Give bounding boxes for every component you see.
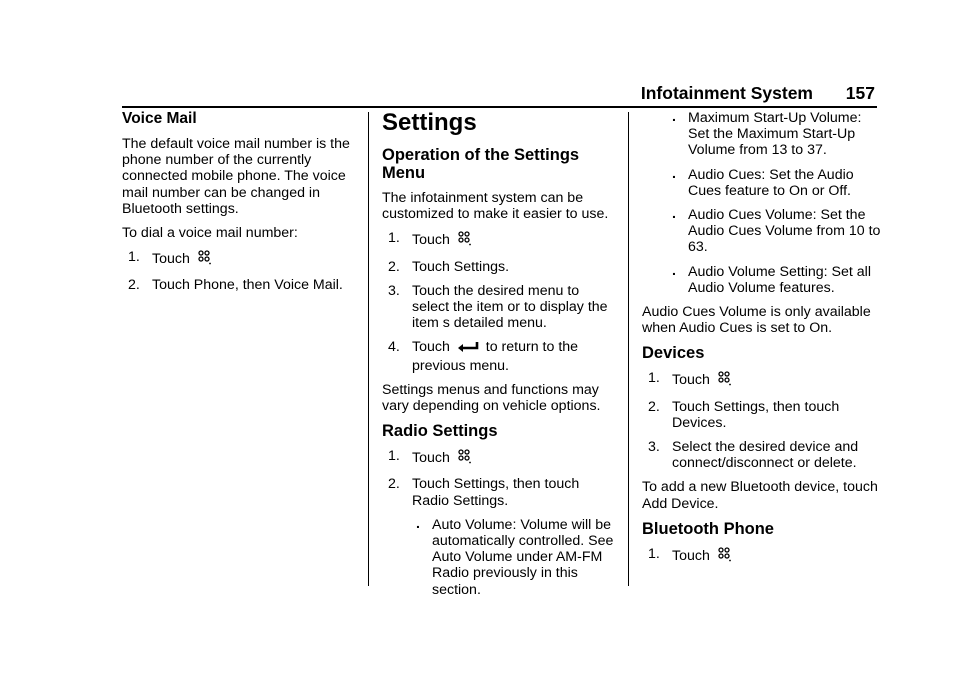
list-item [408,517,620,598]
column-3 [642,110,882,574]
operation-heading: Operation of the Settings Menu [382,146,580,182]
list-item [664,207,882,256]
step-text: Touch Settings, then touch Devices. [672,398,840,431]
bluetooth-phone-heading: Bluetooth Phone [642,519,774,538]
audio-cues-paragraph: Audio Cues Volume is only available when Audio Cues is set to On. [642,304,871,337]
list-item [122,249,360,269]
operation-paragraph: The infotainment system can be customized to make it easier to use. [382,190,609,223]
home-icon [197,249,211,269]
bullet-glyph: . [672,206,676,223]
list-item [642,399,882,431]
column-1 [122,110,360,302]
list-item [122,277,360,293]
radio-bullets [382,517,620,598]
voice-mail-heading: Voice Mail [122,110,197,127]
step-text: Touch [672,372,710,389]
bullet-glyph: . [416,515,420,532]
bullet-glyph: . [672,262,676,279]
step-text: Touch [152,251,190,268]
list-item [642,370,882,390]
page-number: 157 [845,83,875,103]
header-section-title: Infotainment System [640,83,813,103]
step-text: Touch [412,339,450,356]
column-divider [368,112,369,586]
column-divider [628,112,629,586]
step-text: Touch [412,232,450,249]
step-number: 3. [388,282,400,299]
list-item [382,283,620,332]
step-number: 1. [388,448,400,465]
step-number: 1. [388,230,400,247]
home-icon [717,370,731,390]
step-text: Select the desired device and connect/disconnect or delete. [672,439,859,472]
bullet-glyph: . [672,165,676,182]
bullet-text: Maximum Start-Up Volume: Set the Maximum Start-Up Volume from 13 to 37. [688,110,862,159]
list-item [382,476,620,508]
step-number: 3. [648,439,660,456]
list-item [382,339,620,373]
step-number: 1. [648,545,660,562]
bullet-glyph: . [672,109,676,125]
step-number: 2. [388,258,400,275]
list-item [642,439,882,471]
settings-heading: Settings [382,109,477,136]
operation-steps [382,230,620,373]
list-item [664,110,882,159]
page-header [122,80,877,108]
step-text: Touch [412,450,450,467]
step-text: Touch the desired menu to select the item or to display the item s detailed menu. [412,282,608,332]
step-text: Touch Settings. [412,258,510,275]
step-number: 4. [388,339,400,356]
devices-heading: Devices [642,344,705,363]
add-device-paragraph: To add a new Bluetooth device, touch Add Device. [642,479,878,512]
voice-mail-paragraph: The default voice mail number is the phone number of the currently connected mobile phone. The voice mail number can be changed in Bluetooth settings. [122,136,350,217]
radio-steps [382,448,620,509]
voice-mail-steps [122,249,360,293]
list-item [664,167,882,199]
home-icon [457,448,471,468]
step-text: Touch Phone, then Voice Mail. [152,277,343,294]
step-number: 1. [128,249,140,266]
bullet-text: Audio Cues Volume: Set the Audio Cues Volume from 10 to 63. [688,207,881,256]
radio-settings-heading: Radio Settings [382,422,498,441]
column-2 [382,110,620,606]
list-item [642,546,882,566]
step-text: to return to the previous menu. [412,339,579,374]
list-item [382,230,620,250]
step-number: 2. [388,476,400,493]
list-item [382,259,620,275]
bullet-text: Auto Volume: Volume will be automatically controlled. See Auto Volume under AM-FM Radio previously in this section. [432,516,614,598]
step-number: 2. [128,277,140,294]
step-text: Touch Settings, then touch Radio Settings. [412,476,580,509]
bullet-text: Audio Cues: Set the Audio Cues feature to On or Off. [688,166,854,199]
bluetooth-steps [642,546,882,566]
bullet-text: Audio Volume Setting: Set all Audio Volume features. [688,263,871,296]
settings-bullets [642,110,882,296]
back-arrow-icon [457,339,479,357]
list-item [382,448,620,468]
step-text: Touch [672,547,710,564]
devices-steps [642,370,882,471]
vary-paragraph: Settings menus and functions may vary depending on vehicle options. [382,381,601,415]
home-icon [457,230,471,250]
step-number: 1. [648,370,660,387]
list-item [664,264,882,296]
home-icon [717,546,731,566]
header-rule [122,106,877,108]
dial-intro: To dial a voice mail number: [122,225,298,242]
step-number: 2. [648,398,660,415]
